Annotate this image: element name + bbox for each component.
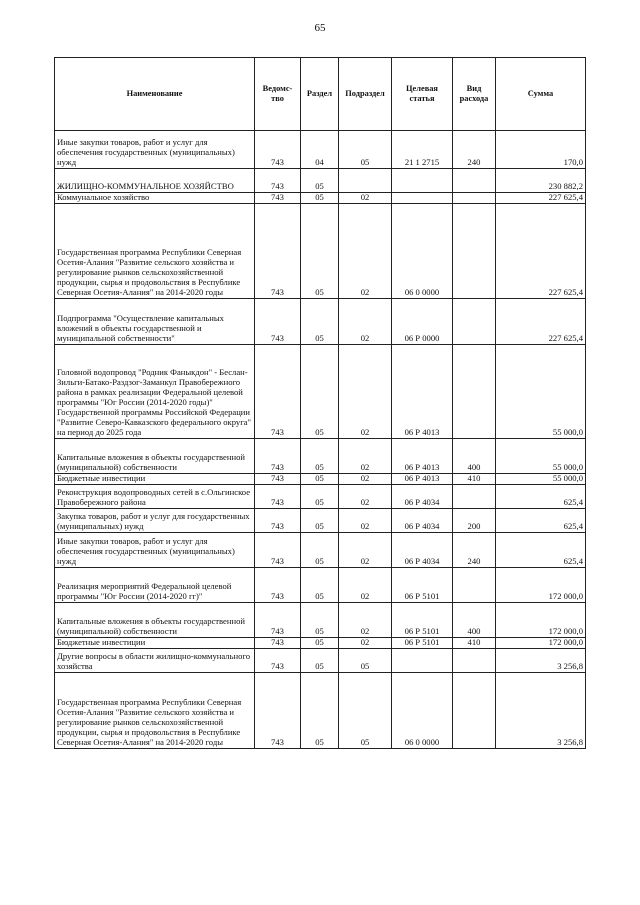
- row-name: Бюджетные инвестиции: [55, 638, 255, 649]
- row-name: Закупка товаров, работ и услуг для государственных (муниципальных) нужд: [55, 509, 255, 533]
- row-expense-type: 240: [453, 131, 496, 169]
- row-sum: 172 000,0: [496, 603, 586, 638]
- row-expense-type: [453, 673, 496, 749]
- row-sum: 227 625,4: [496, 193, 586, 204]
- table-row: [55, 509, 586, 533]
- row-section: 05: [301, 649, 339, 673]
- row-section: 05: [301, 474, 339, 485]
- row-target-article: [392, 193, 453, 204]
- row-subsection: 02: [339, 474, 392, 485]
- row-expense-type: [453, 568, 496, 603]
- table-row: [55, 169, 586, 193]
- row-expense-type: [453, 299, 496, 345]
- row-sum: 625,4: [496, 533, 586, 568]
- row-target-article: 06 Р 5101: [392, 568, 453, 603]
- row-expense-type: 400: [453, 439, 496, 474]
- row-sum: 230 882,2: [496, 169, 586, 193]
- row-department: 743: [255, 474, 301, 485]
- row-subsection: 02: [339, 439, 392, 474]
- row-section: 05: [301, 439, 339, 474]
- row-target-article: 06 Р 4013: [392, 474, 453, 485]
- table-row: [55, 131, 586, 169]
- header-name: Наименование: [55, 58, 255, 131]
- row-department: 743: [255, 533, 301, 568]
- row-section: 05: [301, 509, 339, 533]
- row-subsection: 02: [339, 533, 392, 568]
- row-expense-type: 410: [453, 638, 496, 649]
- row-name: Капитальные вложения в объекты государственной (муниципальной) собственности: [55, 603, 255, 638]
- row-target-article: [392, 649, 453, 673]
- row-sum: 170,0: [496, 131, 586, 169]
- row-department: 743: [255, 509, 301, 533]
- row-department: 743: [255, 649, 301, 673]
- header-target-article: Целевая статья: [392, 58, 453, 131]
- row-sum: 55 000,0: [496, 439, 586, 474]
- row-name: Головной водопровод "Родник Фаныкдон" - Беслан-Зильги-Батако-Раздзог-Заманкул Правобережного района в рамках реализации Федеральной целевой программы "Юг России (2014-2020 годы)" Государственной программы Российской Федерации "Развитие Северо-Кавказского федерального округа" на период до 2025 года: [55, 345, 255, 439]
- row-section: 05: [301, 169, 339, 193]
- row-expense-type: [453, 345, 496, 439]
- table-row: [55, 299, 586, 345]
- row-subsection: 02: [339, 485, 392, 509]
- row-expense-type: [453, 485, 496, 509]
- row-name: Государственная программа Республики Северная Осетия-Алания "Развитие сельского хозяйства и регулирование рынков сельскохозяйственной продукции, сырья и продовольствия в Республике Северная Осетия-Алания" на 2014-2020 годы: [55, 673, 255, 749]
- header-section: Раздел: [301, 58, 339, 131]
- row-sum: 227 625,4: [496, 204, 586, 299]
- row-name: Государственная программа Республики Северная Осетия-Алания "Развитие сельского хозяйства и регулирование рынков сельскохозяйственной продукции, сырья и продовольствия в Республике Северная Осетия-Алания" на 2014-2020 годы: [55, 204, 255, 299]
- row-sum: 3 256,8: [496, 673, 586, 749]
- row-department: 743: [255, 673, 301, 749]
- row-subsection: 02: [339, 568, 392, 603]
- row-subsection: 05: [339, 673, 392, 749]
- row-target-article: [392, 169, 453, 193]
- row-target-article: 06 Р 4034: [392, 509, 453, 533]
- budget-table: [54, 57, 586, 749]
- row-name: Иные закупки товаров, работ и услуг для обеспечения государственных (муниципальных) нужд: [55, 533, 255, 568]
- row-target-article: 06 0 0000: [392, 204, 453, 299]
- row-section: 05: [301, 485, 339, 509]
- row-expense-type: [453, 649, 496, 673]
- table-row: [55, 204, 586, 299]
- row-section: 05: [301, 204, 339, 299]
- row-department: 743: [255, 193, 301, 204]
- row-target-article: 06 Р 4013: [392, 345, 453, 439]
- header-subsection: Подраздел: [339, 58, 392, 131]
- row-sum: 625,4: [496, 509, 586, 533]
- row-sum: 172 000,0: [496, 568, 586, 603]
- row-target-article: 06 0 0000: [392, 673, 453, 749]
- row-department: 743: [255, 169, 301, 193]
- row-sum: 55 000,0: [496, 474, 586, 485]
- row-section: 05: [301, 603, 339, 638]
- row-target-article: 06 Р 4034: [392, 533, 453, 568]
- table-body: [55, 131, 586, 749]
- row-expense-type: 400: [453, 603, 496, 638]
- row-target-article: 06 Р 4034: [392, 485, 453, 509]
- row-target-article: 06 Р 5101: [392, 638, 453, 649]
- row-department: 743: [255, 568, 301, 603]
- row-name: ЖИЛИЩНО-КОММУНАЛЬНОЕ ХОЗЯЙСТВО: [55, 169, 255, 193]
- row-department: 743: [255, 345, 301, 439]
- table-row: [55, 485, 586, 509]
- table-header-row: [55, 58, 586, 131]
- row-target-article: 06 Р 0000: [392, 299, 453, 345]
- table-row: [55, 649, 586, 673]
- header-department: Ведомс- тво: [255, 58, 301, 131]
- row-sum: 55 000,0: [496, 345, 586, 439]
- table-row: [55, 345, 586, 439]
- row-section: 05: [301, 533, 339, 568]
- row-name: Коммунальное хозяйство: [55, 193, 255, 204]
- row-section: 05: [301, 345, 339, 439]
- header-expense-type: Вид расхода: [453, 58, 496, 131]
- row-subsection: 02: [339, 603, 392, 638]
- row-section: 05: [301, 193, 339, 204]
- row-target-article: 06 Р 5101: [392, 603, 453, 638]
- header-sum: Сумма: [496, 58, 586, 131]
- row-subsection: 02: [339, 299, 392, 345]
- row-subsection: [339, 169, 392, 193]
- row-expense-type: [453, 169, 496, 193]
- row-target-article: 06 Р 4013: [392, 439, 453, 474]
- row-name: Капитальные вложения в объекты государственной (муниципальной) собственности: [55, 439, 255, 474]
- row-expense-type: [453, 193, 496, 204]
- row-section: 05: [301, 673, 339, 749]
- row-department: 743: [255, 485, 301, 509]
- row-expense-type: 410: [453, 474, 496, 485]
- row-name: Реконструкция водопроводных сетей в с.Ольгинское Правобережного района: [55, 485, 255, 509]
- row-sum: 172 000,0: [496, 638, 586, 649]
- row-department: 743: [255, 603, 301, 638]
- row-expense-type: 240: [453, 533, 496, 568]
- row-department: 743: [255, 299, 301, 345]
- page-number: 65: [314, 22, 326, 34]
- table-row: [55, 193, 586, 204]
- table-row: [55, 568, 586, 603]
- row-expense-type: [453, 204, 496, 299]
- row-subsection: 02: [339, 193, 392, 204]
- table-row: [55, 603, 586, 638]
- row-section: 04: [301, 131, 339, 169]
- table-row: [55, 474, 586, 485]
- row-name: Иные закупки товаров, работ и услуг для обеспечения государственных (муниципальных) нужд: [55, 131, 255, 169]
- row-subsection: 05: [339, 131, 392, 169]
- row-department: 743: [255, 204, 301, 299]
- table-row: [55, 439, 586, 474]
- row-sum: 227 625,4: [496, 299, 586, 345]
- row-name: Подпрограмма "Осуществление капитальных вложений в объекты государственной и муниципальной собственности": [55, 299, 255, 345]
- row-name: Другие вопросы в области жилищно-коммунального хозяйства: [55, 649, 255, 673]
- row-subsection: 02: [339, 345, 392, 439]
- row-subsection: 02: [339, 204, 392, 299]
- row-subsection: 05: [339, 649, 392, 673]
- row-sum: 3 256,8: [496, 649, 586, 673]
- row-subsection: 02: [339, 638, 392, 649]
- row-department: 743: [255, 638, 301, 649]
- table-row: [55, 673, 586, 749]
- row-expense-type: 200: [453, 509, 496, 533]
- row-subsection: 02: [339, 509, 392, 533]
- row-sum: 625,4: [496, 485, 586, 509]
- table-row: [55, 638, 586, 649]
- row-name: Бюджетные инвестиции: [55, 474, 255, 485]
- row-section: 05: [301, 299, 339, 345]
- row-department: 743: [255, 439, 301, 474]
- row-section: 05: [301, 638, 339, 649]
- row-department: 743: [255, 131, 301, 169]
- row-section: 05: [301, 568, 339, 603]
- table-row: [55, 533, 586, 568]
- row-name: Реализация мероприятий Федеральной целевой программы "Юг России (2014-2020 гг)": [55, 568, 255, 603]
- row-target-article: 21 1 2715: [392, 131, 453, 169]
